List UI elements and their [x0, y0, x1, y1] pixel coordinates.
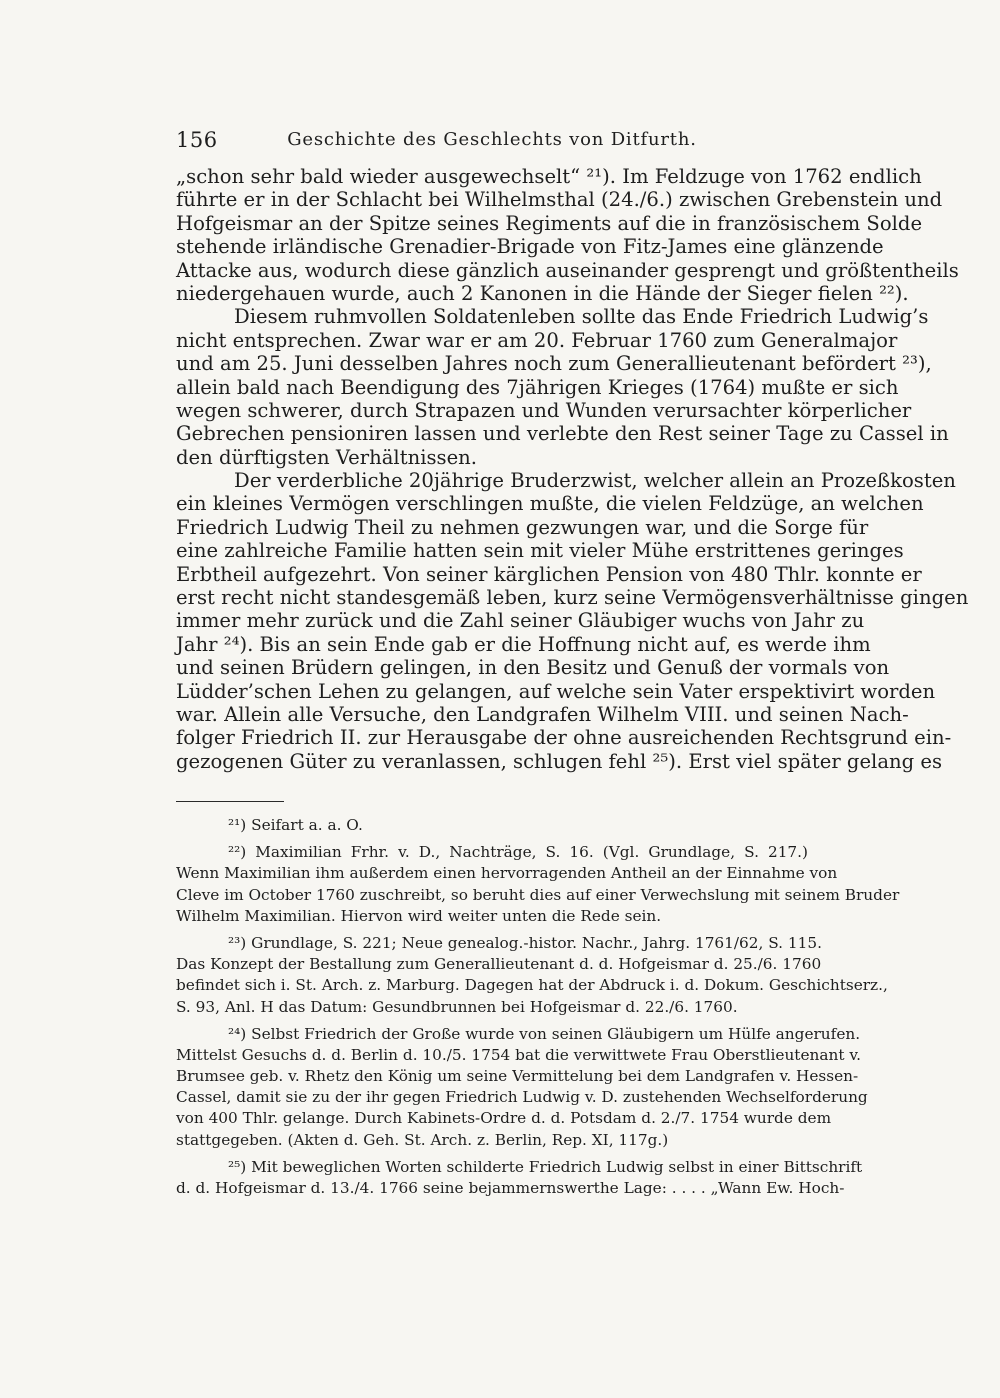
footnote-divider [176, 801, 284, 802]
page-number: 156 [176, 128, 218, 152]
footnote-line: ²⁵) Mit beweglichen Worten schilderte Friedrich Ludwig selbst in einer Bittschrift [228, 1157, 863, 1176]
text-line: und seinen Brüdern gelingen, in den Besitz und Genuß der vormals von [176, 656, 890, 680]
text-line: den dürftigsten Verhältnissen. [176, 445, 478, 469]
text-line: führte er in der Schlacht bei Wilhelmsthal (24./6.) zwischen Grebenstein und [176, 188, 943, 212]
footnote [176, 1157, 863, 1199]
text-line: Lüdder’schen Lehen zu gelangen, auf welche sein Vater erspektivirt worden [176, 679, 936, 703]
text-line: und am 25. Juni desselben Jahres noch zum Generallieutenant befördert ²³), [176, 352, 932, 376]
footnote [176, 815, 808, 836]
footnote-line: d. d. Hofgeismar d. 13./4. 1766 seine bejammernswerthe Lage: . . . . „Wann Ew. Hoch- [176, 1179, 845, 1197]
text-line: eine zahlreiche Familie hatten sein mit vieler Mühe erstrittenes geringes [176, 539, 904, 563]
text-line: erst recht nicht standesgemäß leben, kurz seine Vermögensverhältnisse gingen [176, 586, 969, 610]
text-line: wegen schwerer, durch Strapazen und Wunden verursachter körperlicher [176, 398, 912, 422]
footnote-line: Wenn Maximilian ihm außerdem einen hervorragenden Antheil an der Einnahme von [176, 864, 838, 883]
page-header [176, 128, 808, 154]
text-line: Gebrechen pensioniren lassen und verlebte den Rest seiner Tage zu Cassel in [176, 422, 949, 446]
footnotes [176, 815, 900, 1199]
text-line: stehende irländische Grenadier-Brigade von Fitz-James eine glänzende [176, 235, 884, 259]
running-title: Geschichte des Geschlechts von Ditfurth. [287, 129, 697, 150]
footnote-line: ²²) Maximilian Frhr. v. D., Nachträge, S. 16. (Vgl. Grundlage, S. 217.) [228, 843, 808, 862]
footnote-line: S. 93, Anl. H das Datum: Gesundbrunnen bei Hofgeismar d. 22./6. 1760. [176, 997, 738, 1016]
footnote-line: Cleve im October 1760 zuschreibt, so beruht dies auf einer Verwechslung mit seinem Bruder [176, 885, 900, 904]
text-line: Erbtheil aufgezehrt. Von seiner kärglichen Pension von 480 Thlr. konnte er [176, 562, 922, 586]
footnote-line: ²¹) Seifart a. a. O. [228, 816, 363, 834]
text-line: war. Allein alle Versuche, den Landgrafen Wilhelm VIII. und seinen Nach- [176, 702, 909, 726]
text-line: Jahr ²⁴). Bis an sein Ende gab er die Hoffnung nicht auf, es werde ihm [176, 632, 871, 656]
text-line: niedergehauen wurde, auch 2 Kanonen in die Hände der Sieger fielen ²²). [176, 281, 909, 305]
text-line: immer mehr zurück und die Zahl seiner Gläubiger wuchs von Jahr zu [176, 609, 865, 633]
footnote-line: befindet sich i. St. Arch. z. Marburg. Dagegen hat der Abdruck i. d. Dokum. Geschichtserz., [176, 976, 888, 995]
footnote [176, 1024, 868, 1151]
text-line: „schon sehr bald wieder ausgewechselt“ ²¹). Im Feldzuge von 1762 endlich [176, 165, 922, 188]
text-line: Der verderbliche 20jährige Bruderzwist, welcher allein an Prozeßkosten [234, 469, 956, 493]
footnote-line: ²⁴) Selbst Friedrich der Große wurde von seinen Gläubigern um Hülfe angerufen. [228, 1024, 861, 1043]
footnote-line: ²³) Grundlage, S. 221; Neue genealog.-histor. Nachr., Jahrg. 1761/62, S. 115. [228, 933, 822, 952]
text-line: Attacke aus, wodurch diese gänzlich auseinander gesprengt und größtentheils [176, 258, 959, 282]
footnote-line: Mittelst Gesuchs d. d. Berlin d. 10./5. 1754 bat die verwittwete Frau Oberstlieutenant v. [176, 1045, 862, 1064]
footnote-line: stattgegeben. (Akten d. Geh. St. Arch. z. Berlin, Rep. XI, 117g.) [176, 1130, 669, 1149]
footnote-line: von 400 Thlr. gelange. Durch Kabinets-Ordre d. d. Potsdam d. 2./7. 1754 wurde dem [176, 1109, 832, 1128]
footnote-line: Cassel, damit sie zu der ihr gegen Friedrich Ludwig v. D. zustehenden Wechselforderung [176, 1088, 868, 1107]
text-line: Hofgeismar an der Spitze seines Regiments auf die in französischem Solde [176, 211, 923, 235]
main-text [176, 165, 969, 773]
footnote [176, 842, 900, 927]
footnote [176, 933, 888, 1018]
footnote-line: Das Konzept der Bestallung zum Generallieutenant d. d. Hofgeismar d. 25./6. 1760 [176, 955, 822, 974]
text-line: Friedrich Ludwig Theil zu nehmen gezwungen war, und die Sorge für [176, 515, 869, 539]
text-line: Diesem ruhmvollen Soldatenleben sollte das Ende Friedrich Ludwig’s [234, 305, 929, 329]
text-line: nicht entsprechen. Zwar war er am 20. Februar 1760 zum Generalmajor [176, 328, 898, 352]
footnote-line: Brumsee geb. v. Rhetz den König um seine Vermittelung bei dem Landgrafen v. Hessen- [176, 1067, 859, 1086]
footnote-line: Wilhelm Maximilian. Hiervon wird weiter unten die Rede sein. [176, 906, 662, 925]
text-line: folger Friedrich II. zur Herausgabe der ohne ausreichenden Rechtsgrund ein- [176, 726, 952, 750]
text-line: allein bald nach Beendigung des 7jährigen Krieges (1764) mußte er sich [176, 375, 899, 399]
text-line: gezogenen Güter zu veranlassen, schlugen fehl ²⁵). Erst viel später gelang es [176, 749, 943, 773]
text-line: ein kleines Vermögen verschlingen mußte, die vielen Feldzüge, an welchen [176, 492, 924, 516]
